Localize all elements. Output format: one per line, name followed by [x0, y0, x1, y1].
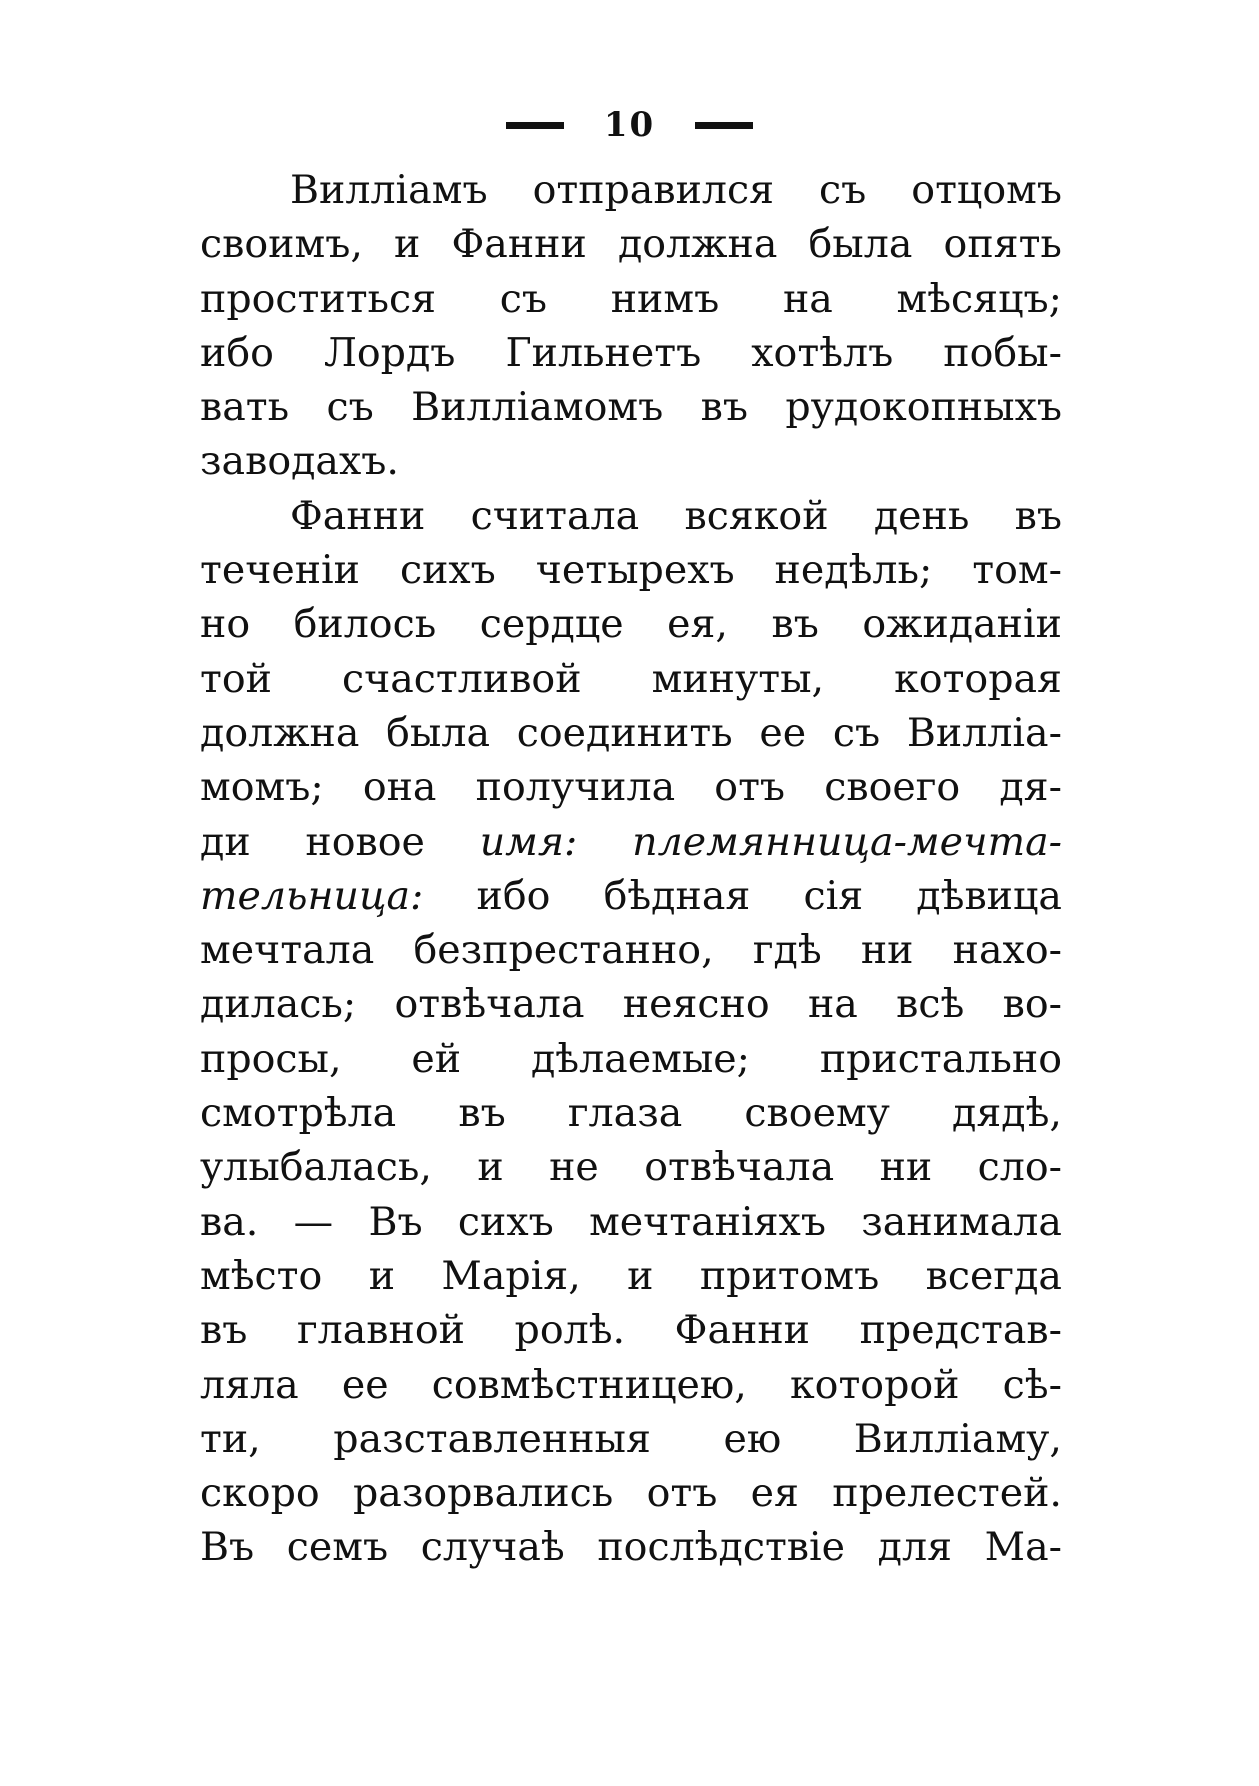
- word: ее: [759, 709, 807, 756]
- word: недѣль;: [774, 547, 933, 594]
- word: опять: [943, 221, 1062, 268]
- word: Фанни: [451, 221, 587, 268]
- word: побы-: [943, 329, 1062, 376]
- word: ибо: [476, 872, 551, 919]
- word: своему: [744, 1090, 890, 1137]
- word: нимъ: [610, 275, 720, 322]
- text-line: [200, 1466, 1062, 1520]
- word: должна: [200, 709, 360, 756]
- text-line: [200, 1303, 1062, 1357]
- header-dash-left: [506, 122, 564, 129]
- word: случаѣ: [420, 1524, 565, 1571]
- word: отъ: [714, 764, 786, 811]
- word: ей: [411, 1035, 462, 1082]
- word: сѣ-: [1002, 1361, 1062, 1408]
- word: соединить: [516, 709, 733, 756]
- word: улыбалась,: [200, 1144, 432, 1191]
- word: Въ: [200, 1524, 255, 1571]
- word: заводахъ.: [200, 438, 399, 485]
- word: сихъ: [399, 547, 496, 594]
- word: день: [873, 492, 970, 539]
- word: просы,: [200, 1035, 342, 1082]
- word: ва.: [200, 1198, 259, 1245]
- word: для: [877, 1524, 953, 1571]
- word: прелестей.: [832, 1470, 1062, 1517]
- word: всякой: [684, 492, 829, 539]
- word: главной: [296, 1307, 465, 1354]
- word: Вилліа-: [906, 709, 1062, 756]
- word: Гильнетъ: [505, 329, 702, 376]
- header-dash-right: [695, 122, 753, 129]
- text-line: [200, 1086, 1062, 1140]
- word: гдѣ: [752, 927, 822, 974]
- word: ляла: [200, 1361, 299, 1408]
- word: притомъ: [699, 1252, 880, 1299]
- word: мѣсяцъ;: [896, 275, 1062, 322]
- word: Фанни: [674, 1307, 810, 1354]
- text-line: [200, 1140, 1062, 1194]
- word: ни: [879, 1144, 933, 1191]
- word: съ: [499, 275, 548, 322]
- word: проститься: [200, 275, 437, 322]
- word: бѣдная: [603, 872, 751, 919]
- text-line: [200, 815, 1062, 869]
- word: глаза: [567, 1090, 683, 1137]
- word: отцомъ: [911, 167, 1062, 213]
- word: ролѣ.: [514, 1307, 626, 1354]
- word: дѣвица: [916, 872, 1062, 919]
- word: —: [293, 1198, 334, 1245]
- word: отвѣчала: [644, 1144, 835, 1191]
- word: отвѣчала: [394, 981, 585, 1028]
- word: Фанни: [290, 492, 426, 539]
- word: была: [386, 709, 491, 756]
- word: которой: [789, 1361, 960, 1408]
- word: Въ: [368, 1198, 423, 1245]
- body-text: [200, 163, 1062, 1575]
- word: племянница-мечта-: [632, 818, 1062, 865]
- text-line: [200, 760, 1062, 814]
- page-number: 10: [603, 105, 656, 145]
- word: рудокопныхъ: [785, 384, 1062, 431]
- word: получила: [475, 764, 676, 811]
- word: мечтаніяхъ: [589, 1198, 826, 1245]
- word: въ: [771, 601, 819, 648]
- text-line: [200, 326, 1062, 380]
- word: вать: [200, 384, 290, 431]
- word: имя:: [479, 818, 578, 865]
- word: дядѣ,: [952, 1090, 1062, 1137]
- text-line: [200, 1520, 1062, 1574]
- word: новое: [305, 818, 425, 865]
- text-line: [200, 869, 1062, 923]
- word: но: [200, 601, 251, 648]
- word: смотрѣла: [200, 1090, 397, 1137]
- word: была: [808, 221, 913, 268]
- word: пристально: [819, 1035, 1062, 1082]
- word: совмѣстницею,: [431, 1361, 747, 1408]
- word: съ: [819, 167, 867, 213]
- word: неясно: [622, 981, 770, 1028]
- word: Марія,: [441, 1252, 581, 1299]
- word: считала: [470, 492, 640, 539]
- word: Лордъ: [323, 329, 456, 376]
- text-line: [200, 272, 1062, 326]
- word: ожиданіи: [862, 601, 1062, 648]
- word: сло-: [977, 1144, 1062, 1191]
- word: ею: [723, 1415, 782, 1462]
- word: съ: [326, 384, 374, 431]
- word: ни: [860, 927, 914, 974]
- word: нахо-: [952, 927, 1062, 974]
- word: минуты,: [651, 655, 825, 702]
- word: сихъ: [457, 1198, 554, 1245]
- word: разорвались: [352, 1470, 614, 1517]
- word: скоро: [200, 1470, 320, 1517]
- word: счастливой: [342, 655, 582, 702]
- word: ти,: [200, 1415, 261, 1462]
- text-line: [200, 597, 1062, 651]
- word: том-: [972, 547, 1062, 594]
- text-line: [200, 923, 1062, 977]
- word: Вилліамъ: [290, 167, 488, 213]
- word: отъ: [646, 1470, 718, 1517]
- text-line: [200, 489, 1062, 543]
- word: съ: [832, 709, 881, 756]
- word: четырехъ: [535, 547, 735, 594]
- text-line: [200, 652, 1062, 706]
- word: отправился: [532, 167, 775, 213]
- word: своего: [824, 764, 961, 811]
- text-line: [200, 977, 1062, 1031]
- word: своимъ,: [200, 221, 363, 268]
- word: не: [549, 1144, 599, 1191]
- word: ее: [341, 1361, 389, 1408]
- word: Вилліамомъ: [411, 384, 664, 431]
- word: послѣдствіе: [597, 1524, 846, 1571]
- word: которая: [894, 655, 1062, 702]
- word: и: [627, 1252, 654, 1299]
- word: всѣ: [896, 981, 965, 1028]
- word: и: [368, 1252, 396, 1299]
- word: на: [782, 275, 833, 322]
- word: хотѣлъ: [751, 329, 894, 376]
- word: и: [394, 221, 421, 268]
- text-line: [200, 1249, 1062, 1303]
- word: дилась;: [200, 981, 357, 1028]
- word: Вилліаму,: [853, 1415, 1062, 1462]
- word: должна: [617, 221, 778, 268]
- text-line: [200, 706, 1062, 760]
- word: представ-: [859, 1307, 1062, 1354]
- word: въ: [200, 1307, 248, 1354]
- word: ея: [750, 1470, 799, 1517]
- text-line: [200, 1412, 1062, 1466]
- word: безпрестанно,: [413, 927, 714, 974]
- word: Ма-: [984, 1524, 1062, 1571]
- word: момъ;: [200, 764, 324, 811]
- word: билось: [293, 601, 437, 648]
- word: въ: [1014, 492, 1062, 539]
- word: семъ: [286, 1524, 389, 1571]
- word: сія: [803, 872, 864, 919]
- word: всегда: [925, 1252, 1062, 1299]
- word: въ: [700, 384, 749, 431]
- word: и: [477, 1144, 504, 1191]
- word: ди: [200, 818, 251, 865]
- word: разставленныя: [333, 1415, 651, 1462]
- text-line: [200, 543, 1062, 597]
- text-line: [200, 434, 1062, 488]
- word: теченіи: [200, 547, 361, 594]
- word: дя-: [999, 764, 1062, 811]
- word: на: [807, 981, 858, 1028]
- word: занимала: [861, 1198, 1062, 1245]
- text-line: [200, 1032, 1062, 1086]
- word: той: [200, 655, 272, 702]
- text-line: [200, 380, 1062, 434]
- word: мѣсто: [200, 1252, 323, 1299]
- word: сердце: [479, 601, 624, 648]
- text-line: [200, 1358, 1062, 1412]
- word: во-: [1002, 981, 1062, 1028]
- word: мечтала: [200, 927, 375, 974]
- word: въ: [458, 1090, 506, 1137]
- word: ея,: [667, 601, 728, 648]
- word: ибо: [200, 329, 274, 376]
- word: тельница:: [200, 872, 424, 919]
- text-line: [200, 163, 1062, 217]
- text-line: [200, 1195, 1062, 1249]
- word: она: [362, 764, 437, 811]
- running-head: [0, 100, 1259, 150]
- word: дѣлаемые;: [530, 1035, 750, 1082]
- text-line: [200, 217, 1062, 271]
